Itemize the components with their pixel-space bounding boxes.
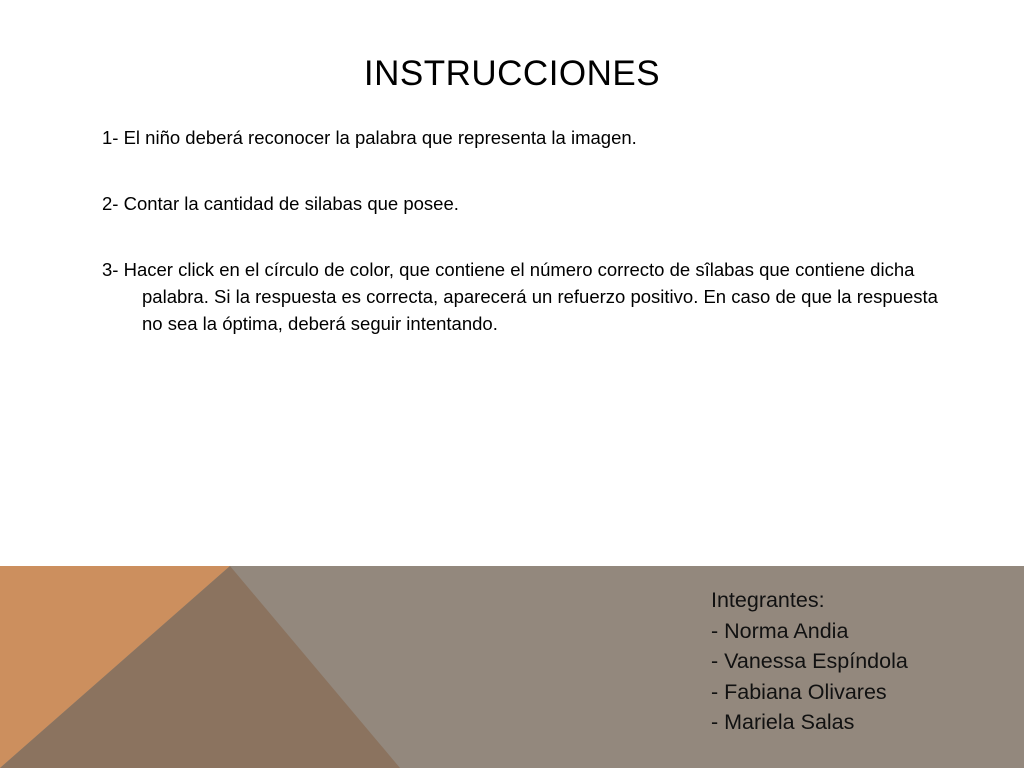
team-member: - Mariela Salas: [711, 710, 855, 734]
instruction-item: 1- El niño deberá reconocer la palabra que representa la imagen.: [102, 127, 637, 148]
team-members-list: [711, 585, 908, 738]
team-members-heading: Integrantes:: [711, 588, 825, 612]
instruction-item: 3- Hacer click en el círculo de color, que contiene el número correcto de sîlabas que contiene dicha palabra. Si la respuesta es correcta, aparecerá un refuerzo positivo. En caso de que la respuesta no sea la óptima, deberá seguir intentando.: [102, 259, 938, 334]
team-member: - Vanessa Espíndola: [711, 649, 908, 673]
instruction-item: 2- Contar la cantidad de silabas que posee.: [102, 193, 459, 214]
slide-title: INSTRUCCIONES: [363, 54, 661, 93]
instruction-list: [102, 124, 952, 376]
team-member: - Norma Andia: [711, 618, 849, 643]
team-member: - Fabiana Olivares: [711, 679, 887, 704]
